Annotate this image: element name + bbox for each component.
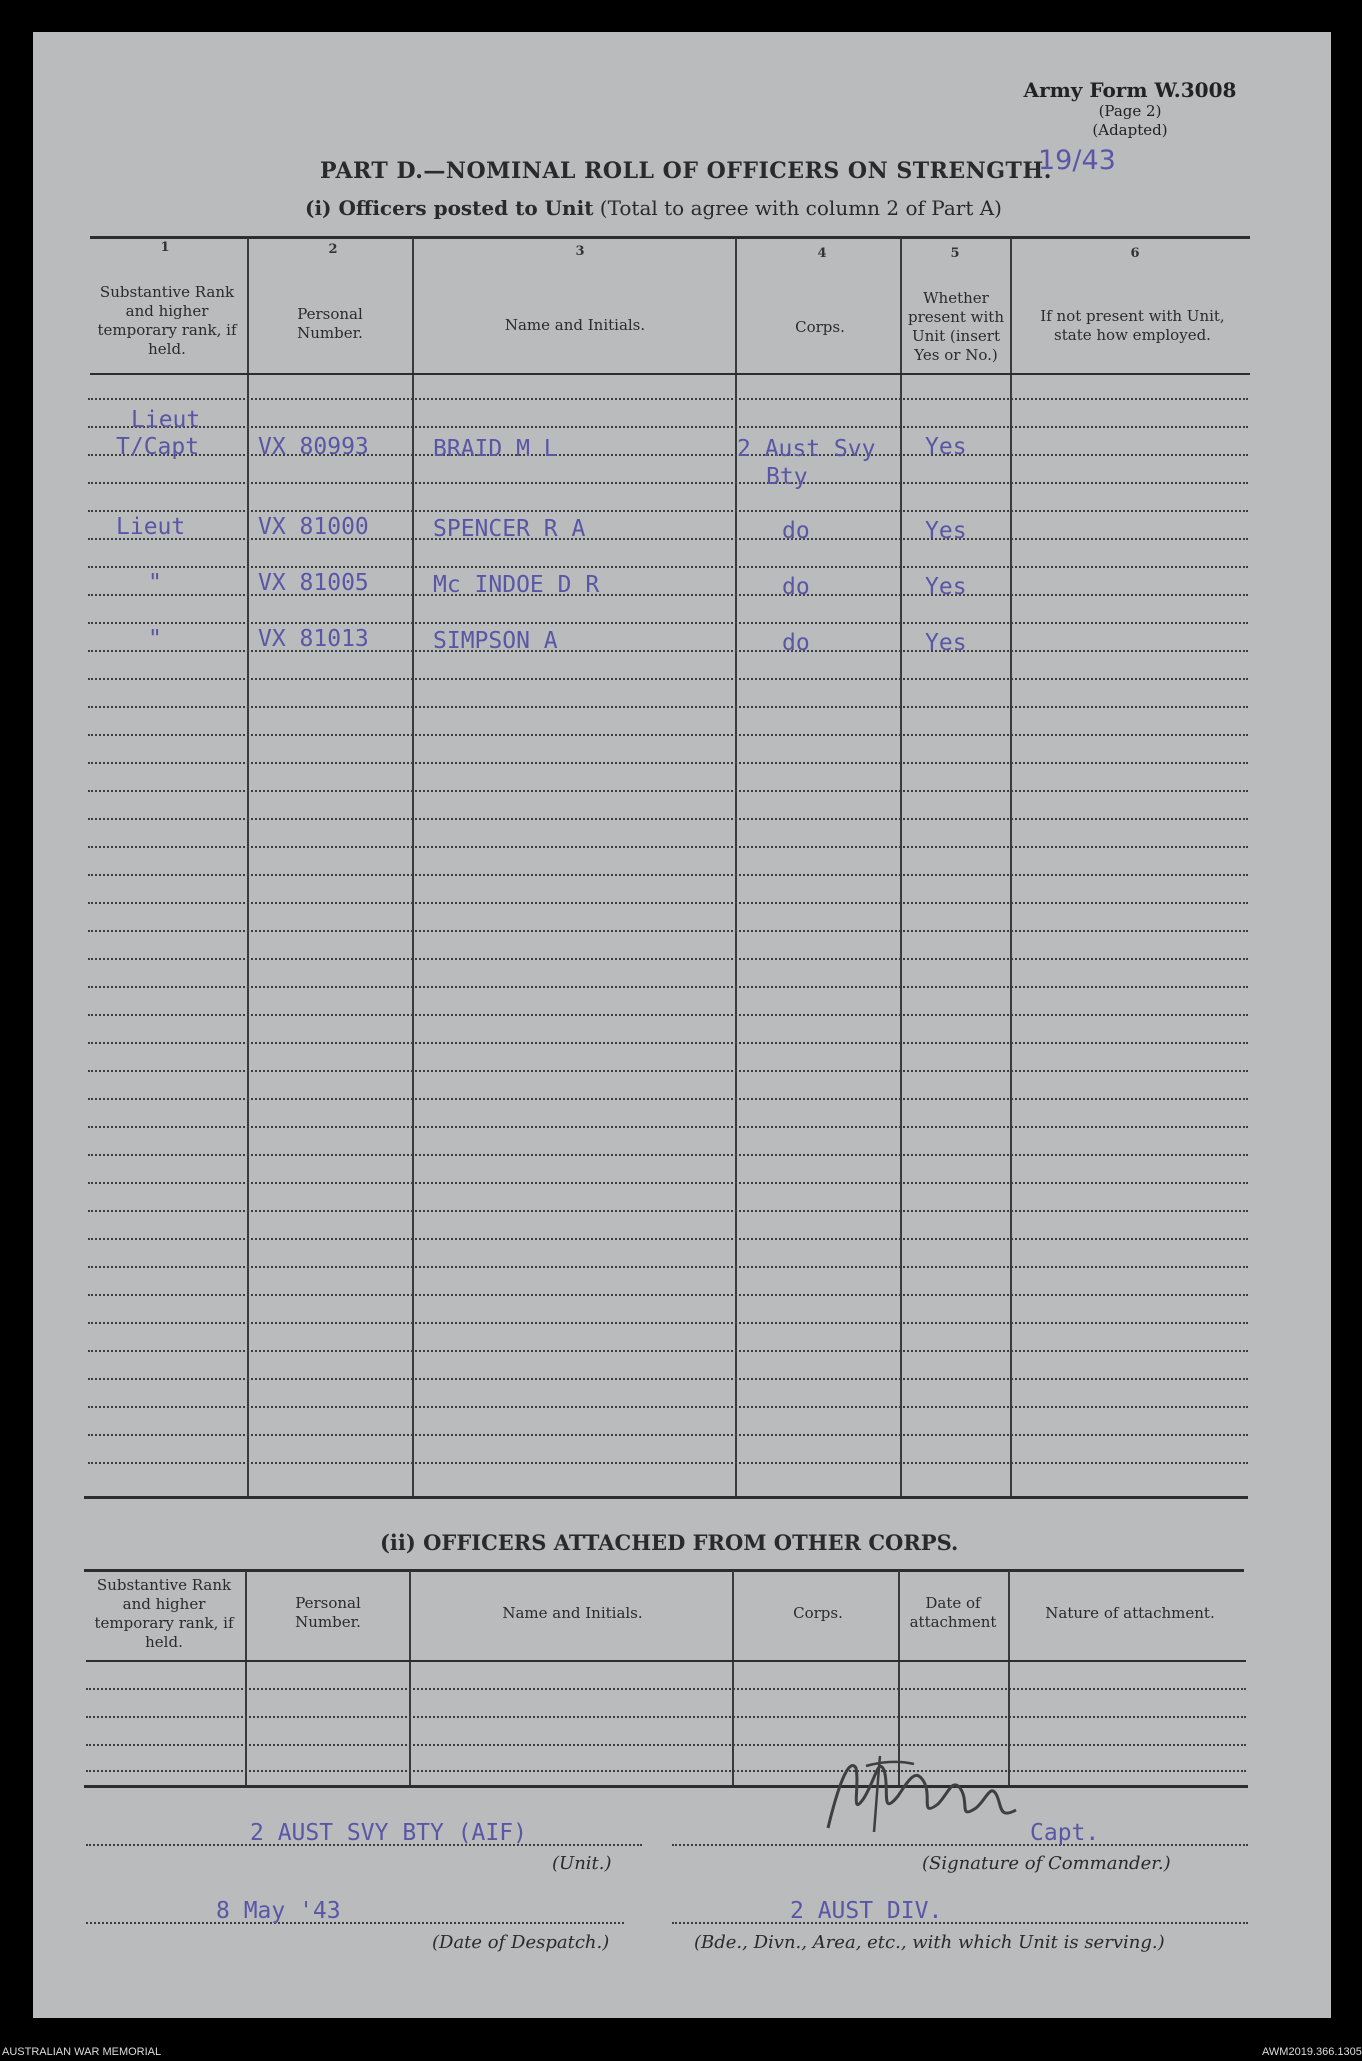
ruled-line <box>86 1716 1246 1718</box>
ruled-line <box>88 678 1248 680</box>
corps-cell: do <box>782 630 810 656</box>
personal-number-cell: VX 81013 <box>258 626 369 652</box>
ruled-line <box>88 1042 1248 1044</box>
archive-credit: AUSTRALIAN WAR MEMORIAL <box>2 2046 162 2058</box>
section-ii-bottom-rule <box>84 1785 1248 1788</box>
header-how-employed: If not present with Unit, state how employed. <box>1040 307 1225 344</box>
name-cell: BRAID M L <box>433 436 558 462</box>
signature-caption: (Signature of Commander.) <box>922 1853 1171 1874</box>
ruled-line <box>88 874 1248 876</box>
name-cell: SPENCER R A <box>433 516 586 542</box>
ruled-line <box>88 1154 1248 1156</box>
ruled-line <box>88 566 1248 568</box>
ruled-line <box>88 734 1248 736</box>
ruled-line <box>88 846 1248 848</box>
column-number: 1 <box>160 240 170 255</box>
header-rank: Substantive Rank and higher temporary rank, if held. <box>94 1576 234 1651</box>
header-corps: Corps. <box>795 318 845 336</box>
ruled-line <box>88 1182 1248 1184</box>
unit-value: 2 AUST SVY BTY (AIF) <box>250 1820 527 1846</box>
unit-caption: (Unit.) <box>552 1853 612 1874</box>
ruled-line <box>88 1322 1248 1324</box>
ruled-line <box>86 1770 1246 1772</box>
formation-value: 2 AUST DIV. <box>790 1898 943 1924</box>
personal-number-cell: VX 81000 <box>258 514 369 540</box>
ruled-line <box>88 1210 1248 1212</box>
header-corps: Corps. <box>793 1604 843 1622</box>
ruled-line <box>88 1126 1248 1128</box>
ruled-line <box>86 1744 1246 1746</box>
ruled-line <box>88 818 1248 820</box>
ruled-line <box>88 762 1248 764</box>
column-number: 6 <box>1130 246 1140 261</box>
column-divider <box>732 1571 734 1785</box>
ruled-line <box>86 1688 1246 1690</box>
ruled-line <box>88 986 1248 988</box>
rank-cell: " <box>148 626 162 652</box>
ruled-line <box>88 902 1248 904</box>
ruled-line <box>88 622 1248 624</box>
formation-caption: (Bde., Divn., Area, etc., with which Unit is serving.) <box>694 1932 1165 1953</box>
date-value: 8 May '43 <box>216 1898 341 1924</box>
ruled-line <box>88 510 1248 512</box>
rank-cell: " <box>148 570 162 596</box>
ruled-line <box>88 1070 1248 1072</box>
ruled-line <box>88 958 1248 960</box>
header-rank: Substantive Rank and higher temporary rank, if held. <box>97 283 237 358</box>
column-number: 2 <box>328 242 338 257</box>
page-title: PART D.—NOMINAL ROLL OF OFFICERS ON STRENGTH. <box>320 158 1052 184</box>
present-cell: Yes <box>925 574 967 600</box>
header-personal-number: Personal Number. <box>297 305 363 342</box>
column-number: 5 <box>950 246 960 261</box>
header-underline <box>90 373 1250 375</box>
form-name: Army Form W.3008 <box>1023 78 1237 102</box>
section-ii-title: (ii) OFFICERS ATTACHED FROM OTHER CORPS. <box>380 1530 959 1555</box>
date-caption: (Date of Despatch.) <box>432 1932 610 1953</box>
name-cell: Mc INDOE D R <box>433 572 600 598</box>
ruled-line <box>88 1378 1248 1380</box>
header-name: Name and Initials. <box>502 1604 643 1622</box>
form-page-number: (Page 2) <box>1098 102 1162 120</box>
rank-cell: T/Capt <box>116 434 200 460</box>
signature-suffix: Capt. <box>1030 1820 1100 1846</box>
table-top-rule <box>90 236 1250 239</box>
subtitle-label: (i) Officers posted to Unit <box>305 196 594 220</box>
header-underline <box>86 1660 1246 1662</box>
ruled-line <box>88 1266 1248 1268</box>
header-personal-number: Personal Number. <box>295 1594 361 1631</box>
column-number: 3 <box>575 244 585 259</box>
ruled-line <box>88 790 1248 792</box>
subtitle-rest: (Total to agree with column 2 of Part A) <box>599 196 1002 220</box>
header-nature-of-attachment: Nature of attachment. <box>1045 1604 1215 1622</box>
column-divider <box>245 1571 247 1785</box>
corps-cell: 2 Aust Svy <box>737 436 876 462</box>
commander-signature <box>820 1748 1030 1838</box>
archive-reference: AWM2019.366.1305 <box>1262 2046 1362 2058</box>
date-line <box>86 1922 624 1924</box>
name-cell: SIMPSON A <box>433 628 558 654</box>
form-adapted: (Adapted) <box>1092 121 1168 139</box>
column-number: 4 <box>817 246 827 261</box>
ruled-line <box>88 1294 1248 1296</box>
ruled-line <box>88 1238 1248 1240</box>
present-cell: Yes <box>925 630 967 656</box>
ruled-line <box>88 1462 1248 1464</box>
personal-number-cell: VX 80993 <box>258 434 369 460</box>
corps-cell: do <box>782 574 810 600</box>
ruled-line <box>88 1406 1248 1408</box>
present-cell: Yes <box>925 434 967 460</box>
section-subtitle <box>305 196 1002 220</box>
rank-cell: Lieut <box>116 514 186 540</box>
ruled-line <box>88 1098 1248 1100</box>
present-cell: Yes <box>925 518 967 544</box>
ruled-line <box>88 398 1248 400</box>
rank-cell: Lieut <box>131 407 201 433</box>
ruled-line <box>88 930 1248 932</box>
ruled-line <box>88 706 1248 708</box>
form-identifier <box>1010 78 1250 140</box>
section-ii-top-rule <box>84 1569 1244 1572</box>
header-present: Whether present with Unit (insert Yes or No.) <box>907 289 1004 364</box>
signature-line <box>672 1844 1248 1846</box>
personal-number-cell: VX 81005 <box>258 570 369 596</box>
ruled-line <box>88 1434 1248 1436</box>
ruled-line <box>88 426 1248 428</box>
handwritten-number: 19/43 <box>1038 145 1116 176</box>
corps-cell: do <box>782 518 810 544</box>
table-bottom-rule <box>84 1496 1248 1499</box>
header-name: Name and Initials. <box>504 316 646 334</box>
header-date-of-attachment: Date of attachment <box>909 1594 997 1631</box>
corps-cell: Bty <box>766 464 808 490</box>
ruled-line <box>88 1014 1248 1016</box>
formation-line <box>672 1922 1248 1924</box>
column-divider <box>409 1571 411 1785</box>
ruled-line <box>88 482 1248 484</box>
ruled-line <box>88 1350 1248 1352</box>
